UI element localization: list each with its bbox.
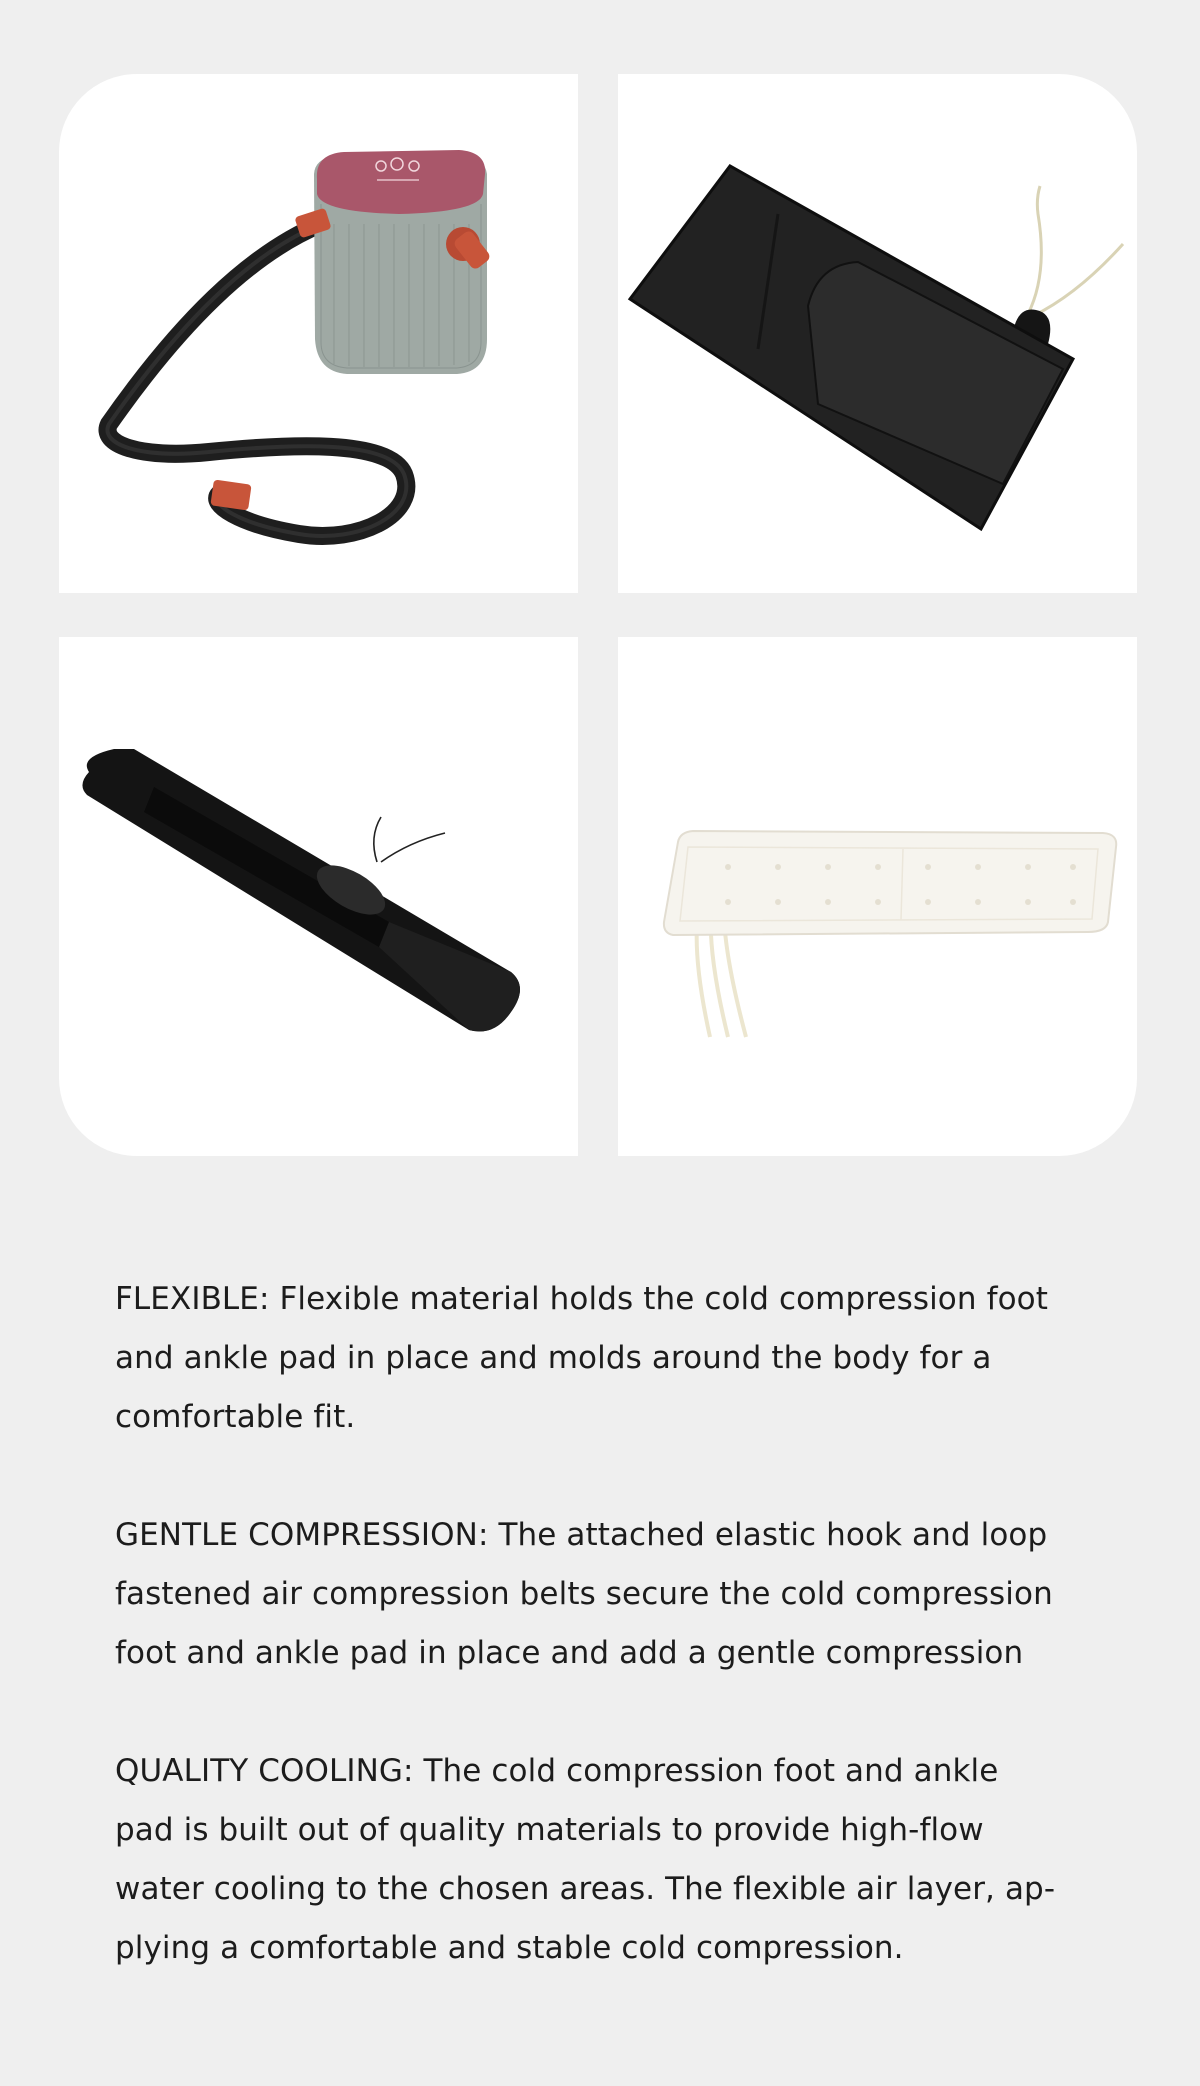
product-image-grid	[59, 74, 1137, 1156]
cooling-pad-icon	[618, 637, 1137, 1156]
product-image-cooling-pad	[618, 637, 1137, 1156]
wrap-pad-icon	[618, 74, 1137, 593]
feature-quality-cooling: QUALITY COOLING: The cold compression foot and ankle pad is built out of quality materials to provide high-flow water cooling to the chosen areas. The flexible air layer, ap- plying a comfortable and stable cold compression.	[115, 1753, 1056, 1966]
feature-gentle-compression: GENTLE COMPRESSION: The attached elastic hook and loop fastened air compression belts secure the cold compression foot and ankle pad in place and add a gentle compression	[115, 1517, 1053, 1671]
pump-unit-icon	[59, 74, 578, 593]
feature-description	[115, 1270, 1095, 2037]
feature-flexible: FLEXIBLE: Flexible material holds the cold compression foot and ankle pad in place and molds around the body for a comfortable fit.	[115, 1281, 1048, 1435]
product-image-pump	[59, 74, 578, 593]
product-image-compression-belt	[59, 637, 578, 1156]
product-image-wrap-pad	[618, 74, 1137, 593]
compression-belt-icon	[59, 637, 578, 1156]
